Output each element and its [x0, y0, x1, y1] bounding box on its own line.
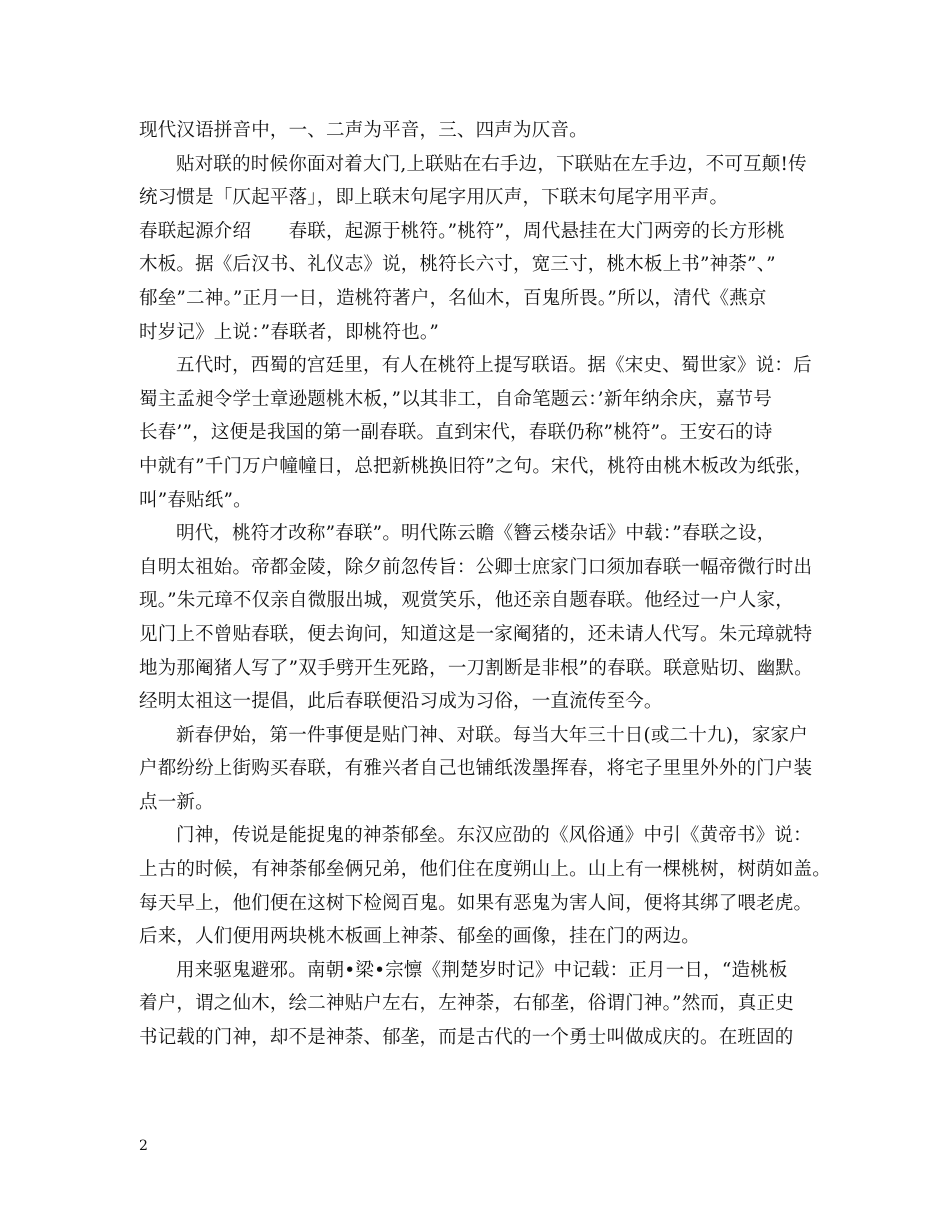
text-line: 五代时，西蜀的宫廷里，有人在桃符上提写联语。据《宋史、蜀世家》说：后	[176, 355, 812, 377]
text-line: 自明太祖始。帝都金陵，除夕前忽传旨：公卿士庶家门口须加春联一幅帝微行时出	[139, 556, 813, 578]
text-line: 后来，人们便用两块桃木板画上神荼、郁垒的画像，挂在门的两边。	[139, 926, 701, 948]
text-line: 书记载的门神，却不是神荼、郁垄，而是古代的一个勇士叫做成庆的。在班固的	[139, 1027, 794, 1049]
text-line: 现代汉语拼音中，一、二声为平音，三、四声为仄音。	[139, 120, 588, 141]
text-line: 户都纷纷上街购买春联，有雅兴者自己也铺纸泼墨挥春，将宅子里里外外的门户装	[139, 758, 813, 780]
text-line: 郁垒”二神。”正月一日，造桃符著户，名仙木，百鬼所畏。”所以，清代《燕京	[139, 287, 767, 309]
text-line: 时岁记》上说：”春联者，即桃符也。”	[139, 321, 440, 343]
text-line: 明代，桃符才改称”春联”。明代陈云瞻《簪云楼杂话》中载：”春联之设，	[176, 523, 776, 545]
text-line: 蜀主孟昶令学士章逊题桃木板，”以其非工，自命笔题云：’新年纳余庆，嘉节号	[139, 388, 773, 410]
text-line: 地为那阉猪人写了”双手劈开生死路，一刀割断是非根”的春联。联意贴切、幽默。	[139, 657, 813, 679]
text-line: 见门上不曾贴春联，便去询问，知道这是一家阉猪的，还未请人代写。朱元璋就特	[139, 623, 813, 645]
text-line: 点一新。	[139, 791, 214, 813]
text-line: 上古的时候，有神荼郁垒俩兄弟，他们住在度朔山上。山上有一棵桃树，树荫如盖。	[139, 859, 831, 881]
text-line: 叫”春贴纸”。	[139, 489, 252, 511]
body-text	[139, 114, 829, 1055]
text-line: 着户，谓之仙木，绘二神贴户左右，左神荼，右郁垄，俗谓门神。”然而，真正史	[139, 993, 794, 1015]
text-line: 长春’”，这便是我国的第一副春联。直到宋代，春联仍称”桃符”。王安石的诗	[139, 422, 773, 444]
text-line: 门神，传说是能捉鬼的神荼郁垒。东汉应劭的《风俗通》中引《黄帝书》说：	[176, 825, 812, 847]
page-number: 2	[139, 1138, 148, 1154]
text-line: 贴对联的时候你面对着大门,上联贴在右手边，下联贴在左手边，不可互颠!传	[176, 153, 807, 175]
text-line: 新春伊始，第一件事便是贴门神、对联。每当大年三十日(或二十九)，家家户	[176, 724, 808, 746]
text-line: 木板。据《后汉书、礼仪志》说，桃符长六寸，宽三寸，桃木板上书”神荼”、”	[139, 254, 776, 276]
text-line: 用来驱鬼避邪。南朝•梁•宗懔《荆楚岁时记》中记载：正月一日，“造桃板	[176, 959, 788, 981]
text-line: 中就有”千门万户幢幢日，总把新桃换旧符”之句。宋代，桃符由桃木板改为纸张，	[139, 455, 813, 477]
text-line: 统习惯是「仄起平落」，即上联末句尾字用仄声，下联末句尾字用平声。	[139, 187, 729, 209]
text-line: 每天早上，他们便在这树下检阅百鬼。如果有恶鬼为害人间，便将其绑了喂老虎。	[139, 892, 813, 914]
text-line: 经明太祖这一提倡，此后春联便沿习成为习俗，一直流传至今。	[139, 691, 663, 713]
text-line: 现。”朱元璋不仅亲自微服出城，观赏笑乐，他还亲自题春联。他经过一户人家，	[139, 590, 794, 612]
text-line: 春联起源介绍 春联，起源于桃符。”桃符”，周代悬挂在大门两旁的长方形桃	[139, 220, 785, 242]
